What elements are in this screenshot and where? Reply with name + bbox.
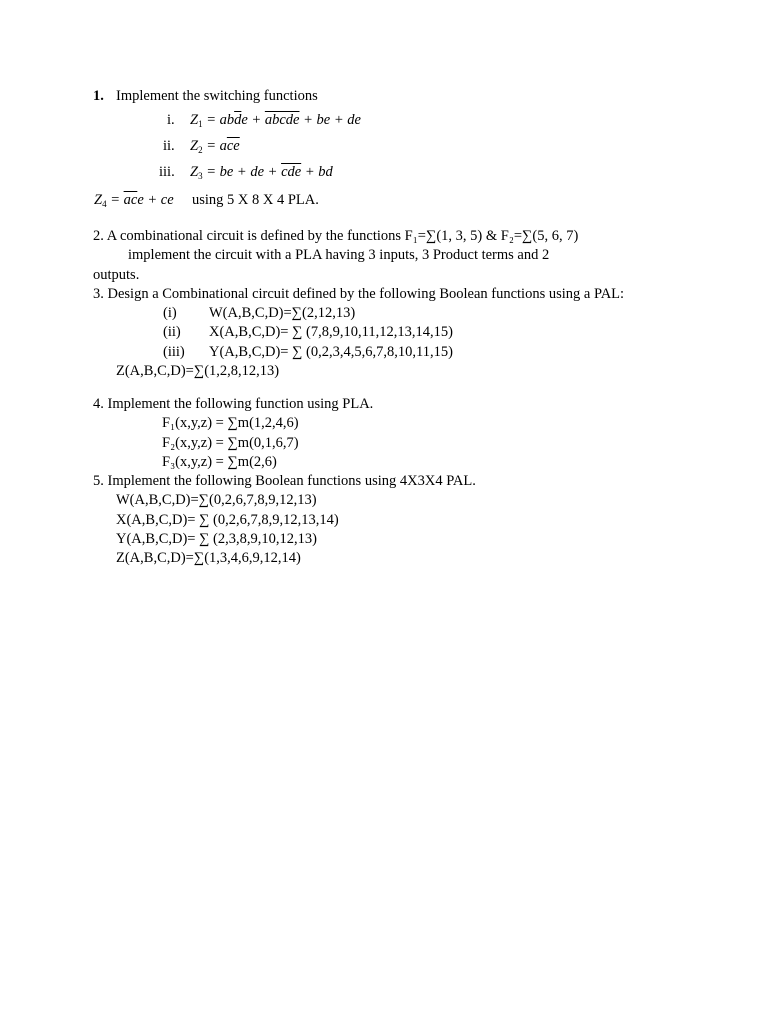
q1-using-text: using 5 X 8 X 4 PLA. (192, 192, 319, 208)
q4-line1: 4. Implement the following function using PLA. (93, 396, 374, 412)
q2-line2: implement the circuit with a PLA having 3 inputs, 3 Product terms and 2 (128, 247, 550, 263)
q1-z4-equation: $Z_4 = \overline{ac}e$ + ce (94, 192, 174, 209)
q4-f3: F₃(x,y,z) = ∑m(2,6) (162, 454, 277, 470)
q4-f2: F₂(x,y,z) = ∑m(0,1,6,7) (162, 435, 299, 451)
q5-y: Y(A,B,C,D)= ∑ (2,3,8,9,10,12,13) (116, 531, 317, 547)
q3-last: Z(A,B,C,D)=∑(1,2,8,12,13) (116, 363, 280, 379)
q1-z1-equation: $Z_1 = ab\overline{d}e$ + abcde + be + de (190, 112, 361, 129)
q1-number: 1. (93, 88, 104, 104)
q1-iii-label: iii. (159, 164, 175, 180)
q1-z3-equation: $Z_3$ = be + de + $\overline{cde}$ + bd (190, 164, 333, 181)
q3-line1: 3. Design a Combinational circuit defined by the following Boolean functions using a PAL: (93, 286, 625, 302)
q1-intro: Implement the switching functions (116, 88, 318, 104)
q3-item-label: (i) (163, 305, 177, 321)
q3-item-expr: W(A,B,C,D)=∑(2,12,13) (209, 305, 356, 321)
q5-w: W(A,B,C,D)=∑(0,2,6,7,8,9,12,13) (116, 492, 317, 508)
q2-line1: 2. A combinational circuit is defined by the functions F₁=∑(1, 3, 5) & F₂=∑(5, 6, 7) (93, 228, 579, 244)
q3-item-label: (iii) (163, 344, 185, 360)
q1-ii-label: ii. (163, 138, 175, 154)
q3-item-label: (ii) (163, 324, 181, 340)
q3-item-expr: X(A,B,C,D)= ∑ (7,8,9,10,11,12,13,14,15) (209, 324, 453, 340)
q1-i-label: i. (167, 112, 175, 128)
q2-line3: outputs. (93, 267, 140, 283)
q5-line1: 5. Implement the following Boolean functions using 4X3X4 PAL. (93, 473, 476, 489)
q1-z2-equation: $Z_2 = a\overline{ce}$ (190, 138, 240, 155)
q5-z: Z(A,B,C,D)=∑(1,3,4,6,9,12,14) (116, 550, 301, 566)
q5-x: X(A,B,C,D)= ∑ (0,2,6,7,8,9,12,13,14) (116, 512, 339, 528)
q3-item-expr: Y(A,B,C,D)= ∑ (0,2,3,4,5,6,7,8,10,11,15) (209, 344, 453, 360)
q4-f1: F₁(x,y,z) = ∑m(1,2,4,6) (162, 415, 299, 431)
